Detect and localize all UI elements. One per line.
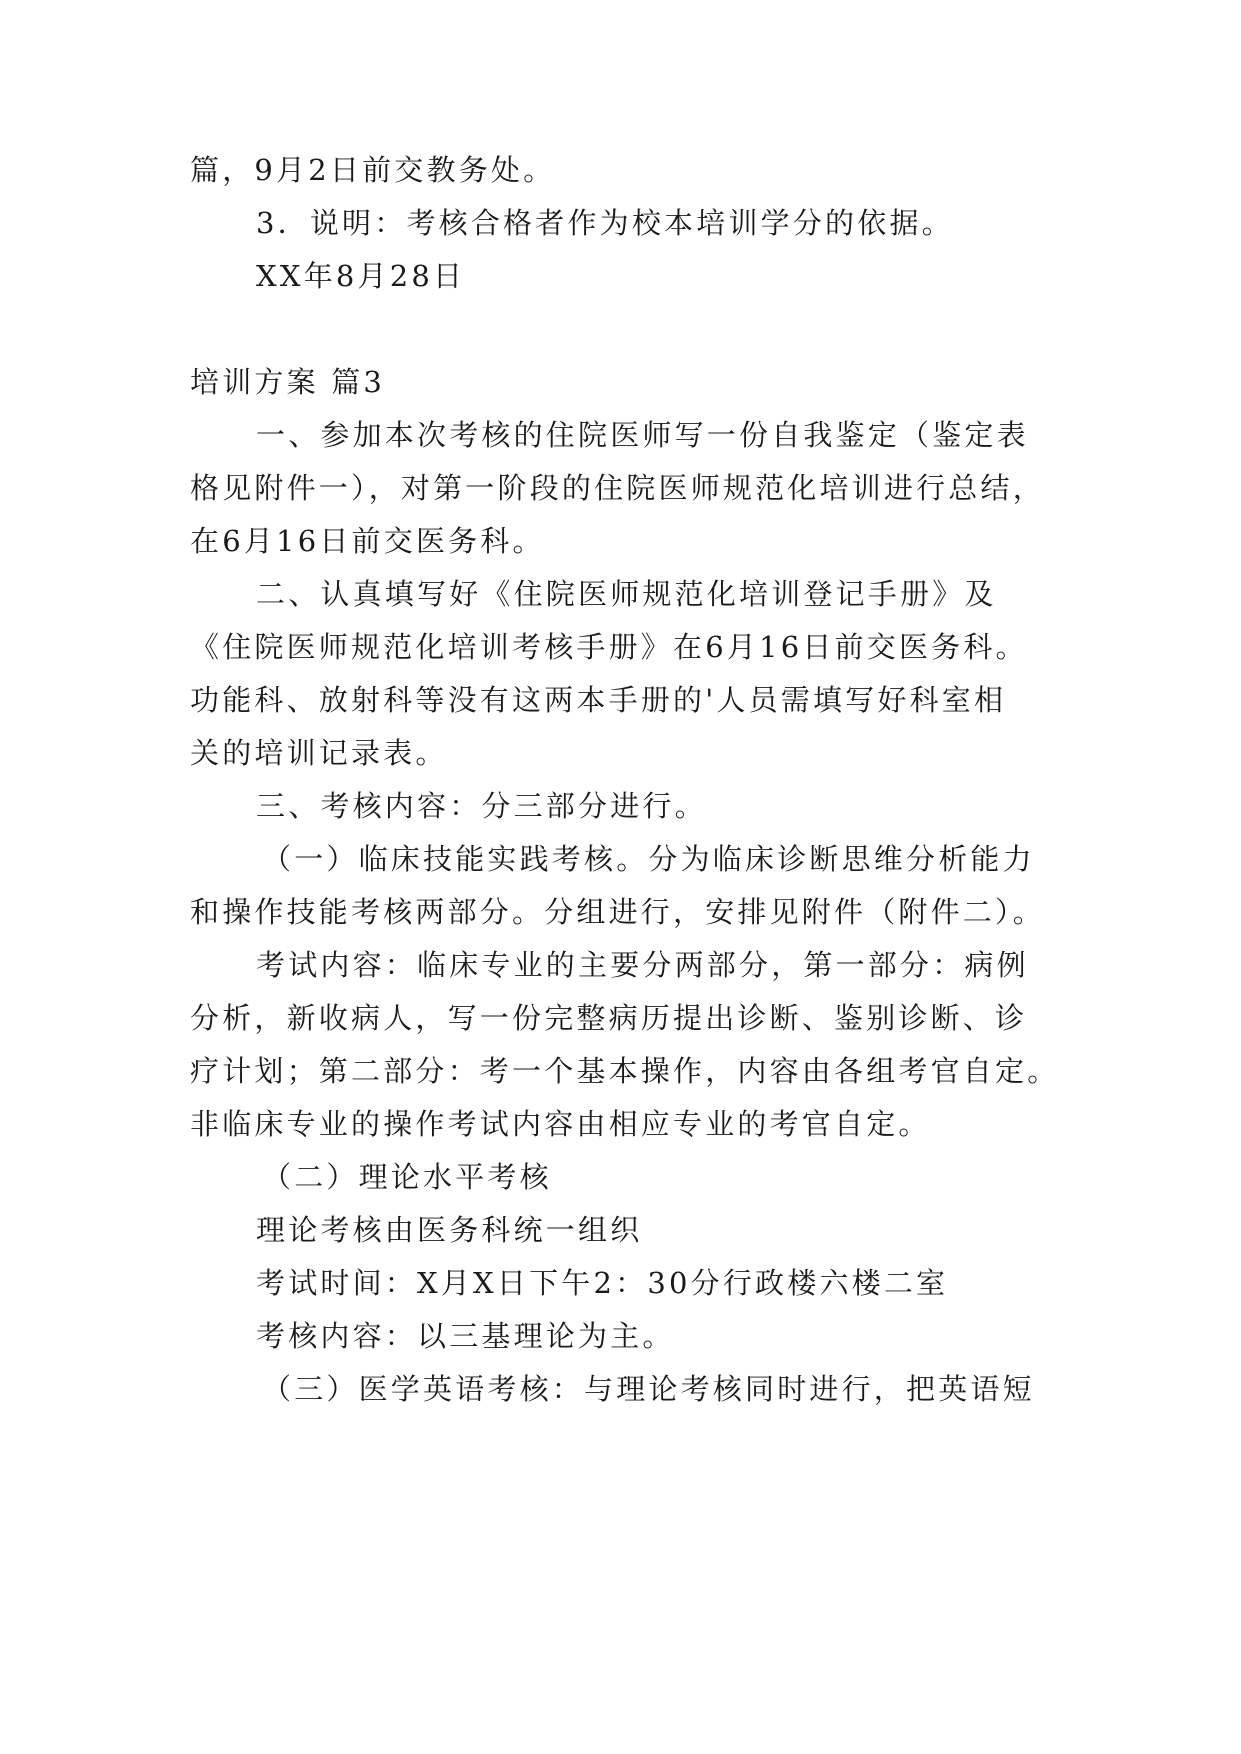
paragraph-line: 三、考核内容：分三部分进行。 — [256, 789, 707, 823]
paragraph-line: 二、认真填写好《住院医师规范化培训登记手册》及 — [256, 577, 997, 611]
paragraph-line: 《住院医师规范化培训考核手册》在6月16日前交医务科。 — [190, 630, 1028, 664]
paragraph-line: 理论考核由医务科统一组织 — [256, 1213, 643, 1247]
paragraph-line: 3．说明：考核合格者作为校本培训学分的依据。 — [256, 206, 954, 240]
paragraph-line: （一）临床技能实践考核。分为临床诊断思维分析能力 — [262, 842, 1035, 876]
paragraph-line: 考核内容：以三基理论为主。 — [256, 1319, 675, 1353]
paragraph-line: 考试时间：X月X日下午2：30分行政楼六楼二室 — [256, 1266, 949, 1300]
paragraph-line: 非临床专业的操作考试内容由相应专业的考官自定。 — [190, 1107, 931, 1141]
paragraph-line: 一、参加本次考核的住院医师写一份自我鉴定（鉴定表 — [256, 418, 1029, 452]
date-line: XX年8月28日 — [256, 259, 466, 293]
paragraph-line: 和操作技能考核两部分。分组进行，安排见附件（附件二）。 — [190, 895, 1045, 929]
paragraph-line: （三）医学英语考核：与理论考核同时进行，把英语短 — [262, 1372, 1035, 1406]
paragraph-line: 关的培训记录表。 — [190, 736, 448, 770]
paragraph-line: 在6月16日前交医务科。 — [190, 524, 545, 558]
paragraph-line: 考试内容：临床专业的主要分两部分，第一部分：病例 — [256, 948, 1029, 982]
section-heading: 培训方案 篇3 — [190, 365, 386, 399]
paragraph-line: 功能科、放射科等没有这两本手册的'人员需填写好科室相 — [190, 683, 1007, 717]
paragraph-line: 分析，新收病人，写一份完整病历提出诊断、鉴别诊断、诊 — [190, 1001, 1028, 1035]
paragraph-line: （二）理论水平考核 — [262, 1160, 552, 1194]
paragraph-line: 疗计划；第二部分：考一个基本操作，内容由各组考官自定。 — [190, 1054, 1060, 1088]
paragraph-line: 篇，9月2日前交教务处。 — [190, 153, 556, 187]
paragraph-line: 格见附件一），对第一阶段的住院医师规范化培训进行总结， — [190, 471, 1045, 505]
